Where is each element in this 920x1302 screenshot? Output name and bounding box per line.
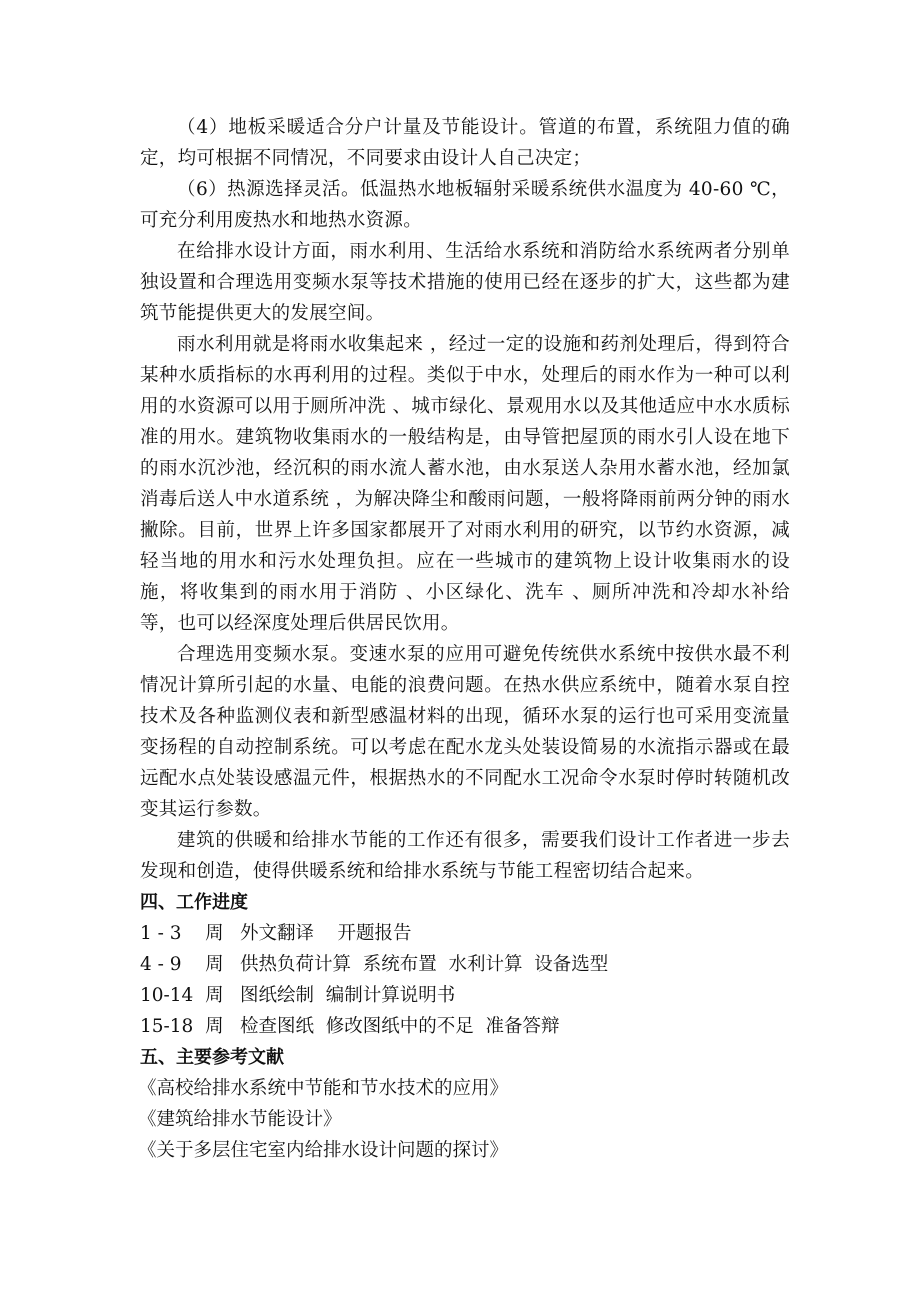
paragraph-floor-heating: （4）地板采暖适合分户计量及节能设计。管道的布置，系统阻力值的确定，均可根据不同情况，不同要求由设计人自己决定；: [140, 117, 790, 169]
schedule-weeks: 15-18 周: [140, 1016, 224, 1037]
reference-item: 《建筑给排水节能设计》: [138, 1109, 342, 1130]
section-heading-schedule: 四、工作进度: [140, 892, 248, 913]
paragraph-heat-source: （6）热源选择灵活。低温热水地板辐射采暖系统供水温度为 40-60 ℃，可充分利用废热水和地热水资源。: [140, 179, 790, 231]
reference-item: 《关于多层住宅室内给排水设计问题的探讨》: [138, 1140, 509, 1161]
paragraph-variable-pump: 合理选用变频水泵。变速水泵的应用可避免传统供水系统中按供水最不利情况计算所引起的水量、电能的浪费问题。在热水供应系统中，随着水泵自控技术及各种监测仪表和新型感温材料的出现，循环水泵的运行也可采用变流量变扬程的自动控制系统。可以考虑在配水龙头处装设简易的水流指示器或在最远配水点处装设感温元件，根据热水的不同配水工况命令水泵时停时转随机改变其运行参数。: [140, 644, 790, 820]
schedule-row: [140, 918, 790, 949]
schedule-tasks: 检查图纸 修改图纸中的不足 准备答辩: [240, 1016, 560, 1037]
schedule-tasks: 供热负荷计算 系统布置 水利计算 设备选型: [240, 954, 609, 975]
schedule-tasks: 图纸绘制 编制计算说明书: [240, 985, 456, 1006]
schedule-row: [140, 1011, 790, 1042]
schedule-weeks: 1 - 3 周: [140, 923, 224, 944]
reference-item: 《高校给排水系统中节能和节水技术的应用》: [138, 1078, 509, 1099]
schedule-list: [140, 918, 790, 1042]
paragraph-conclusion: 建筑的供暖和给排水节能的工作还有很多，需要我们设计工作者进一步去发现和创造，使得供暖系统和给排水系统与节能工程密切结合起来。: [140, 830, 790, 882]
schedule-weeks: 4 - 9 周: [140, 954, 224, 975]
schedule-weeks: 10-14 周: [140, 985, 224, 1006]
section-heading-references: 五、主要参考文献: [140, 1047, 284, 1068]
schedule-tasks: 外文翻译 开题报告: [240, 923, 412, 944]
reference-list: [140, 1073, 790, 1166]
schedule-row: [140, 949, 790, 980]
paragraph-water-design: 在给排水设计方面，雨水利用、生活给水系统和消防给水系统两者分别单独设置和合理选用变频水泵等技术措施的使用已经在逐步的扩大，这些都为建筑节能提供更大的发展空间。: [140, 241, 790, 324]
document-page: [140, 112, 790, 1166]
schedule-row: [140, 980, 790, 1011]
paragraph-rainwater: 雨水利用就是将雨水收集起来 ，经过一定的设施和药剂处理后，得到符合某种水质指标的水再利用的过程。类似于中水，处理后的雨水作为一种可以利用的水资源可以用于厕所冲洗 、城市绿化、景观用水以及其他适应中水水质标准的用水。建筑物收集雨水的一般结构是，由导管把屋顶的雨水引人设在地下的雨水沉沙池，经沉积的雨水流人蓄水池，由水泵送人杂用水蓄水池，经加氯消毒后送人中水道系统 ，为解决降尘和酸雨问题，一般将降雨前两分钟的雨水撇除。目前，世界上许多国家都展开了对雨水利用的研究，以节约水资源，减轻当地的用水和污水处理负担。应在一些城市的建筑物上设计收集雨水的设施，将收集到的雨水用于消防 、小区绿化、洗车 、厕所冲洗和冷却水补给等，也可以经深度处理后供居民饮用。: [140, 334, 790, 634]
